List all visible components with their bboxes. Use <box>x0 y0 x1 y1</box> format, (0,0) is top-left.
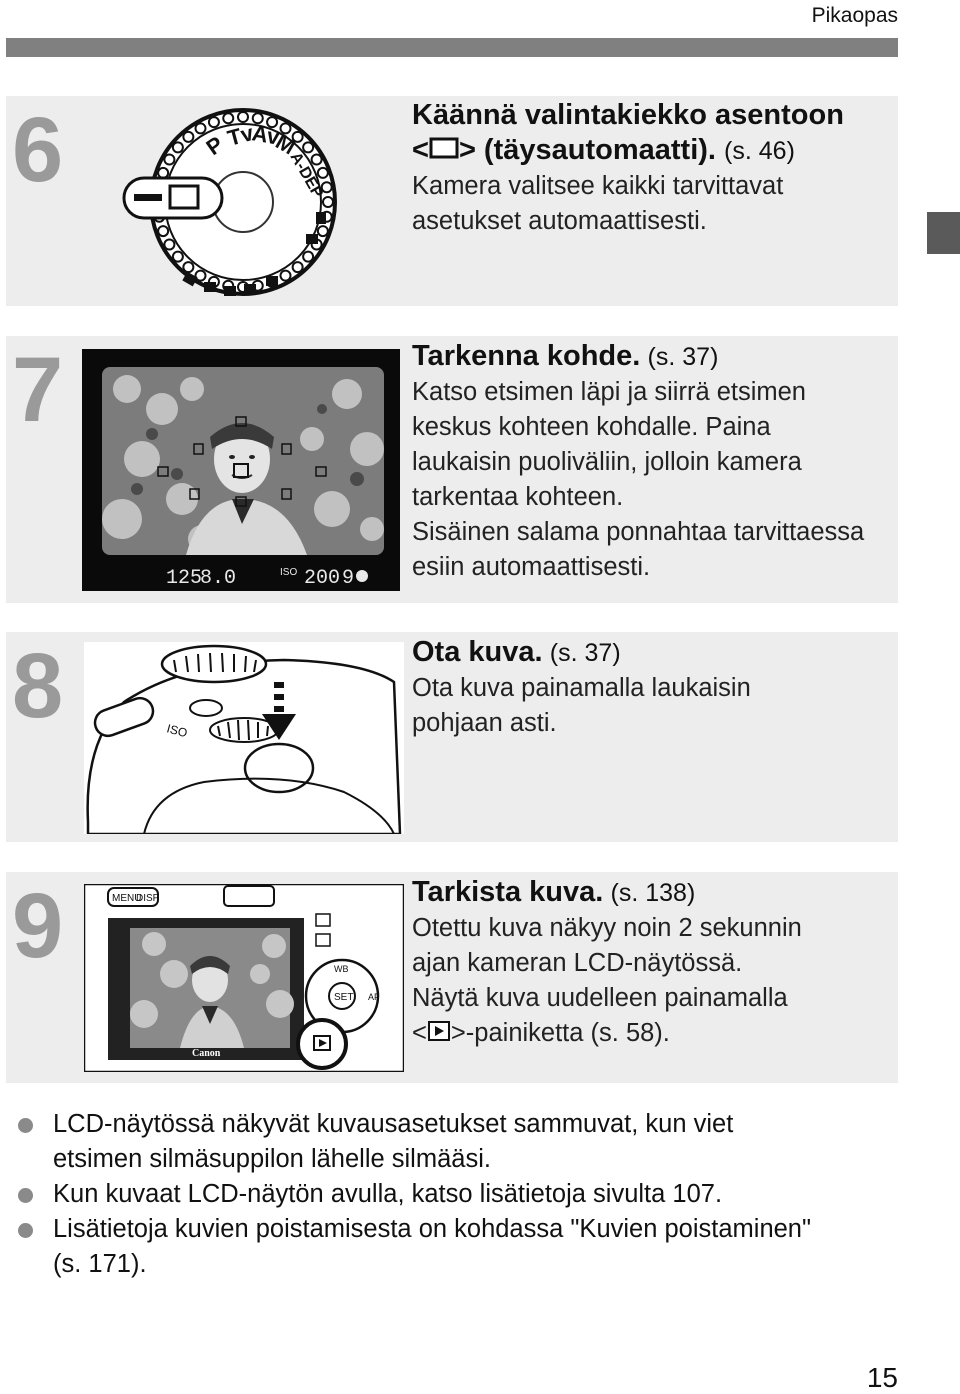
step-9 <box>6 872 898 1083</box>
dial-label-av: Av <box>250 120 282 150</box>
page-number: 15 <box>866 1362 898 1393</box>
step-body-line: tarkentaa kohteen. <box>412 483 624 511</box>
focus-confirm-icon <box>356 570 368 582</box>
step-number: 9 <box>12 875 64 977</box>
step-title: Tarkenna kohde. <box>412 340 641 372</box>
step-body-line: Otettu kuva näkyy noin 2 sekunnin <box>412 914 802 942</box>
dial-label-p: P <box>201 131 228 161</box>
mode-dial-illustration <box>106 104 346 300</box>
step-number: 7 <box>12 339 64 441</box>
step-body-line: esiin automaattisesti. <box>412 553 651 581</box>
step-body-line: keskus kohteen kohdalle. Paina <box>412 413 771 441</box>
step-6-text <box>412 98 888 239</box>
step-8 <box>6 632 898 842</box>
step-body-line: Näytä kuva uudelleen painamalla <box>412 984 788 1012</box>
note-line: etsimen silmäsuppilon lähelle silmääsi. <box>53 1145 491 1173</box>
note-line: LCD-näytössä näkyvät kuvausasetukset sammuvat, kun viet <box>53 1110 734 1138</box>
step-8-text <box>412 635 888 741</box>
viewfinder-shutter: 125 <box>166 567 203 590</box>
af-button-label: AF <box>368 992 380 1002</box>
note-line: Lisätietoja kuvien poistamisesta on kohdassa "Kuvien poistaminen" <box>53 1215 812 1243</box>
step-number: 8 <box>12 635 64 737</box>
running-header: Pikaopas <box>811 4 898 27</box>
title-suffix: > (täysautomaatti). <box>458 134 716 166</box>
note-item <box>18 1177 898 1212</box>
dial-label-adep: A-DEP <box>286 149 327 202</box>
step-body-line: Sisäinen salama ponnahtaa tarvittaessa <box>412 518 865 546</box>
line-prefix: < <box>412 1019 427 1047</box>
page-ref: (s. 37) <box>647 343 719 371</box>
note-line: (s. 171). <box>53 1250 147 1278</box>
menu-button-label: MENU <box>112 893 142 904</box>
step-body-line <box>412 1016 888 1052</box>
viewfinder-iso: 200 <box>304 567 341 590</box>
step-title-line2 <box>412 133 888 169</box>
note-item <box>18 1107 898 1177</box>
set-button-label: SET <box>334 992 354 1003</box>
step-number: 6 <box>12 99 64 201</box>
disp-button-label: DISP <box>136 893 160 904</box>
wb-button-label: WB <box>334 964 349 974</box>
step-body-line: laukaisin puoliväliin, jolloin kamera <box>412 448 802 476</box>
line-suffix: >-painiketta (s. 58). <box>450 1019 670 1047</box>
viewfinder-aperture: 8.0 <box>200 567 237 590</box>
shutter-button <box>245 744 313 792</box>
step-title: Käännä valintakiekko asentoon <box>412 99 844 131</box>
full-auto-icon <box>429 134 459 169</box>
step-title: Tarkista kuva. <box>412 876 604 908</box>
bullet-icon <box>18 1188 33 1203</box>
chapter-tab <box>927 212 960 254</box>
step-body-line: Ota kuva painamalla laukaisin <box>412 674 751 702</box>
iso-button-label: ISO <box>165 721 189 741</box>
viewfinder-illustration <box>82 349 400 591</box>
header-bar <box>6 38 898 57</box>
bullet-icon <box>18 1223 33 1238</box>
dial-label-tv: Tv <box>224 120 257 151</box>
notes-list <box>18 1107 898 1282</box>
viewfinder-shots: 9 <box>342 567 355 590</box>
viewfinder-iso-label: ISO <box>280 567 298 578</box>
step-body-line: asetukset automaattisesti. <box>412 207 707 235</box>
step-body-line: Kamera valitsee kaikki tarvittavat <box>412 172 784 200</box>
bullet-icon <box>18 1118 33 1133</box>
step-body-line: ajan kameran LCD-näytössä. <box>412 949 743 977</box>
step-9-text <box>412 875 888 1052</box>
playback-icon <box>427 1017 451 1052</box>
camera-back-illustration <box>84 884 404 1072</box>
note-item <box>18 1212 898 1282</box>
step-6 <box>6 96 898 306</box>
page-ref: (s. 37) <box>549 639 621 667</box>
full-auto-mode-icon <box>170 186 198 208</box>
note-line: Kun kuvaat LCD-näytön avulla, katso lisätietoja sivulta 107. <box>53 1180 723 1208</box>
dial-label-m: M <box>271 128 300 160</box>
step-7-text <box>412 339 888 585</box>
step-body-line: pohjaan asti. <box>412 709 557 737</box>
shutter-button-illustration <box>84 642 404 834</box>
page-ref: (s. 46) <box>724 137 795 165</box>
step-7 <box>6 336 898 603</box>
brand-logo-text: Canon <box>192 1048 221 1059</box>
page-ref: (s. 138) <box>610 879 696 907</box>
title-prefix: < <box>412 134 429 166</box>
step-body-line: Katso etsimen läpi ja siirrä etsimen <box>412 378 806 406</box>
step-title: Ota kuva. <box>412 636 543 668</box>
